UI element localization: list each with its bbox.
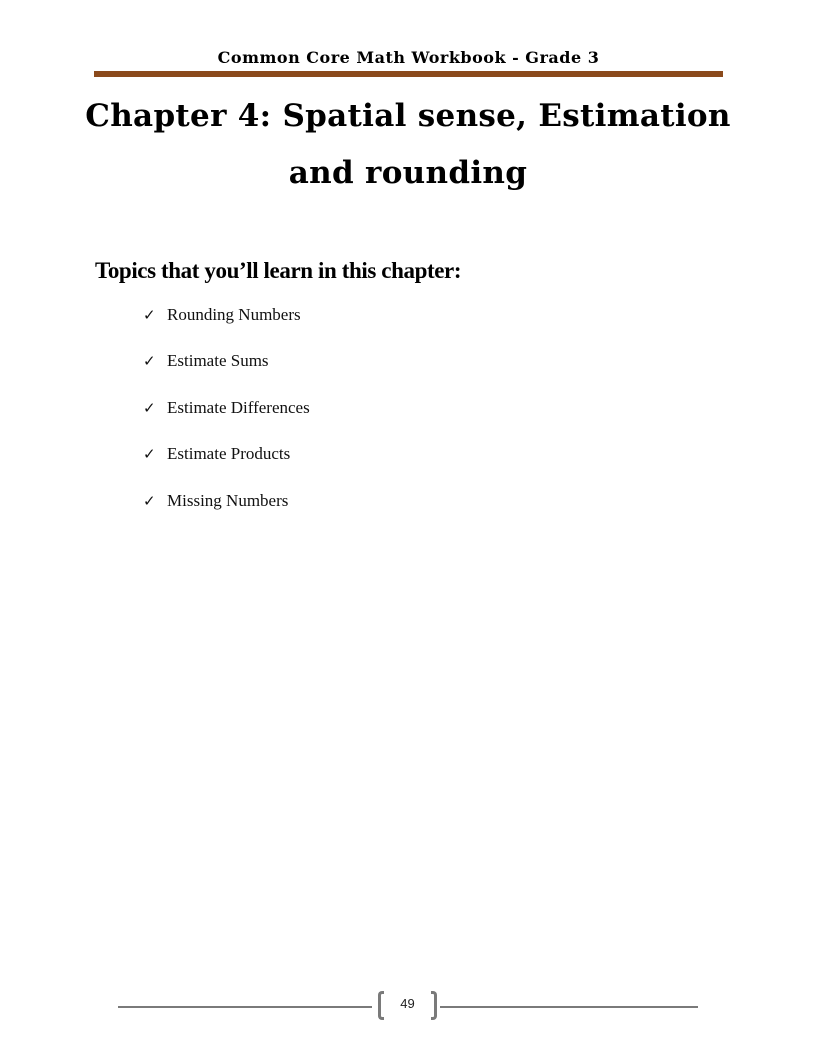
list-item [143, 442, 310, 488]
topic-list [143, 303, 310, 535]
list-item [143, 489, 310, 535]
footer-rule-right [440, 1006, 698, 1008]
chapter-title-line-2: and rounding [288, 155, 528, 191]
topic-label: Estimate Products [167, 444, 291, 464]
header-rule [94, 71, 723, 77]
check-icon: ✓ [143, 352, 156, 371]
check-icon: ✓ [143, 398, 156, 417]
running-header: Common Core Math Workbook - Grade 3 [217, 48, 600, 67]
topic-label: Estimate Sums [167, 351, 269, 371]
check-icon: ✓ [143, 306, 156, 324]
page-number-right-bracket [431, 991, 437, 1020]
list-item [143, 349, 310, 395]
footer-rule-left [118, 1006, 372, 1008]
page-number: 49 [400, 996, 415, 1011]
list-item [143, 396, 310, 442]
check-icon: ✓ [143, 445, 156, 464]
topic-label: Estimate Differences [167, 397, 310, 417]
chapter-title [60, 88, 756, 202]
check-icon: ✓ [143, 491, 156, 510]
topic-label: Missing Numbers [167, 490, 289, 510]
topics-heading: Topics that you’ll learn in this chapter: [95, 258, 462, 283]
topic-label: Rounding Numbers [167, 305, 301, 324]
chapter-title-line-1: Chapter 4: Spatial sense, Estimation [85, 98, 731, 134]
list-item [143, 303, 310, 349]
